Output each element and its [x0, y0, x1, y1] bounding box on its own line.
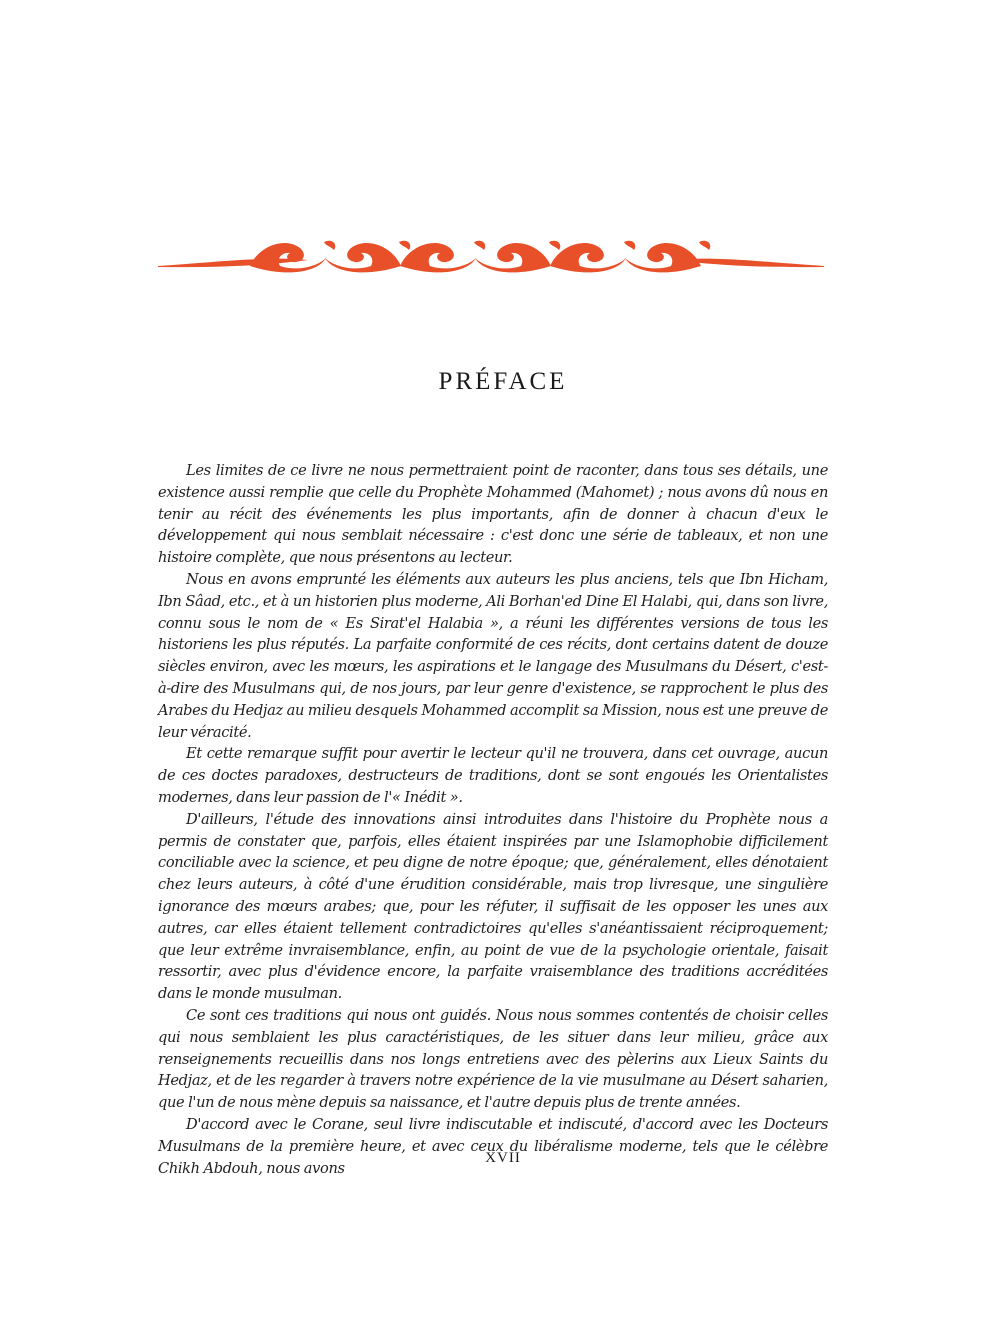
paragraph: D'accord avec le Corane, seul livre indiscutable et indiscuté, d'accord avec les Docteurs Musulmans de la première heure, et avec ceux du libéralisme moderne, tels que le célèbre Chikh Abdouh, nous avons	[158, 1115, 828, 1177]
page-number: XVII	[485, 1150, 521, 1166]
page-title: PRÉFACE	[438, 368, 568, 395]
paragraph: Les limites de ce livre ne nous permettraient point de raconter, dans tous ses détails, une existence aussi remplie que celle du Prophète Mohammed (Mahomet) ; nous avons dû nous en tenir au récit des événements les plus importants, afin de donner à chacun d'eux le développement qui nous semblait nécessaire : c'est donc une série de tableaux, et non une histoire complète, que nous présentons au lecteur.	[158, 462, 828, 567]
arabesque-ornament-icon	[158, 236, 824, 282]
paragraph: Ce sont ces traditions qui nous ont guidés. Nous nous sommes contentés de choisir celles qui nous semblaient les plus caractéristiques, de les situer dans leur milieu, grâce aux renseignements recueillis dans nos longs entretiens avec des pèlerins aux Lieux Saints du Hedjaz, et de les regarder à travers notre expérience de la vie musulmane au Désert saharien, que l'un de nous mène depuis sa naissance, et l'autre depuis plus de trente années.	[158, 1006, 828, 1112]
paragraph: Nous en avons emprunté les éléments aux auteurs les plus anciens, tels que Ibn Hicham, Ibn Sâad, etc., et à un historien plus moderne, Ali Borhan'ed Dine El Halabi, qui, dans son livre, connu sous le nom de « Es Sirat'el Halabia », a réuni les différentes versions de tous les historiens les plus réputés. La parfaite conformité de ces récits, dont certains datent de douze siècles environ, avec les mœurs, les aspirations et le langage des Musulmans du Désert, c'est-à-dire des Musulmans qui, de nos jours, par leur genre d'existence, se rapprochent le plus des Arabes du Hedjaz au milieu desquels Mohammed accomplit sa Mission, nous est une preuve de leur véracité.	[158, 570, 828, 741]
paragraph: D'ailleurs, l'étude des innovations ainsi introduites dans l'histoire du Prophète nous a permis de constater que, parfois, elles étaient inspirées par une Islamophobie difficilement conciliable avec la science, et peu digne de notre époque; que, généralement, elles dénotaient chez leurs auteurs, à côté d'une érudition considérable, mais trop livresque, une singulière ignorance des mœurs arabes; que, pour les réfuter, il suffisait de les opposer les unes aux autres, car elles étaient tellement contradictoires qu'elles s'anéantissaient réciproquement; que leur extrême invraisemblance, enfin, au point de vue de la psychologie orientale, faisait ressortir, avec plus d'évidence encore, la parfaite vraisemblance des traditions accréditées dans le monde musulman.	[158, 810, 828, 1003]
paragraph: Et cette remarque suffit pour avertir le lecteur qu'il ne trouvera, dans cet ouvrage, aucun de ces doctes paradoxes, destructeurs de traditions, dont se sont engoués les Orientalistes modernes, dans leur passion de l'« Inédit ».	[158, 745, 828, 806]
preface-body	[158, 460, 828, 1179]
